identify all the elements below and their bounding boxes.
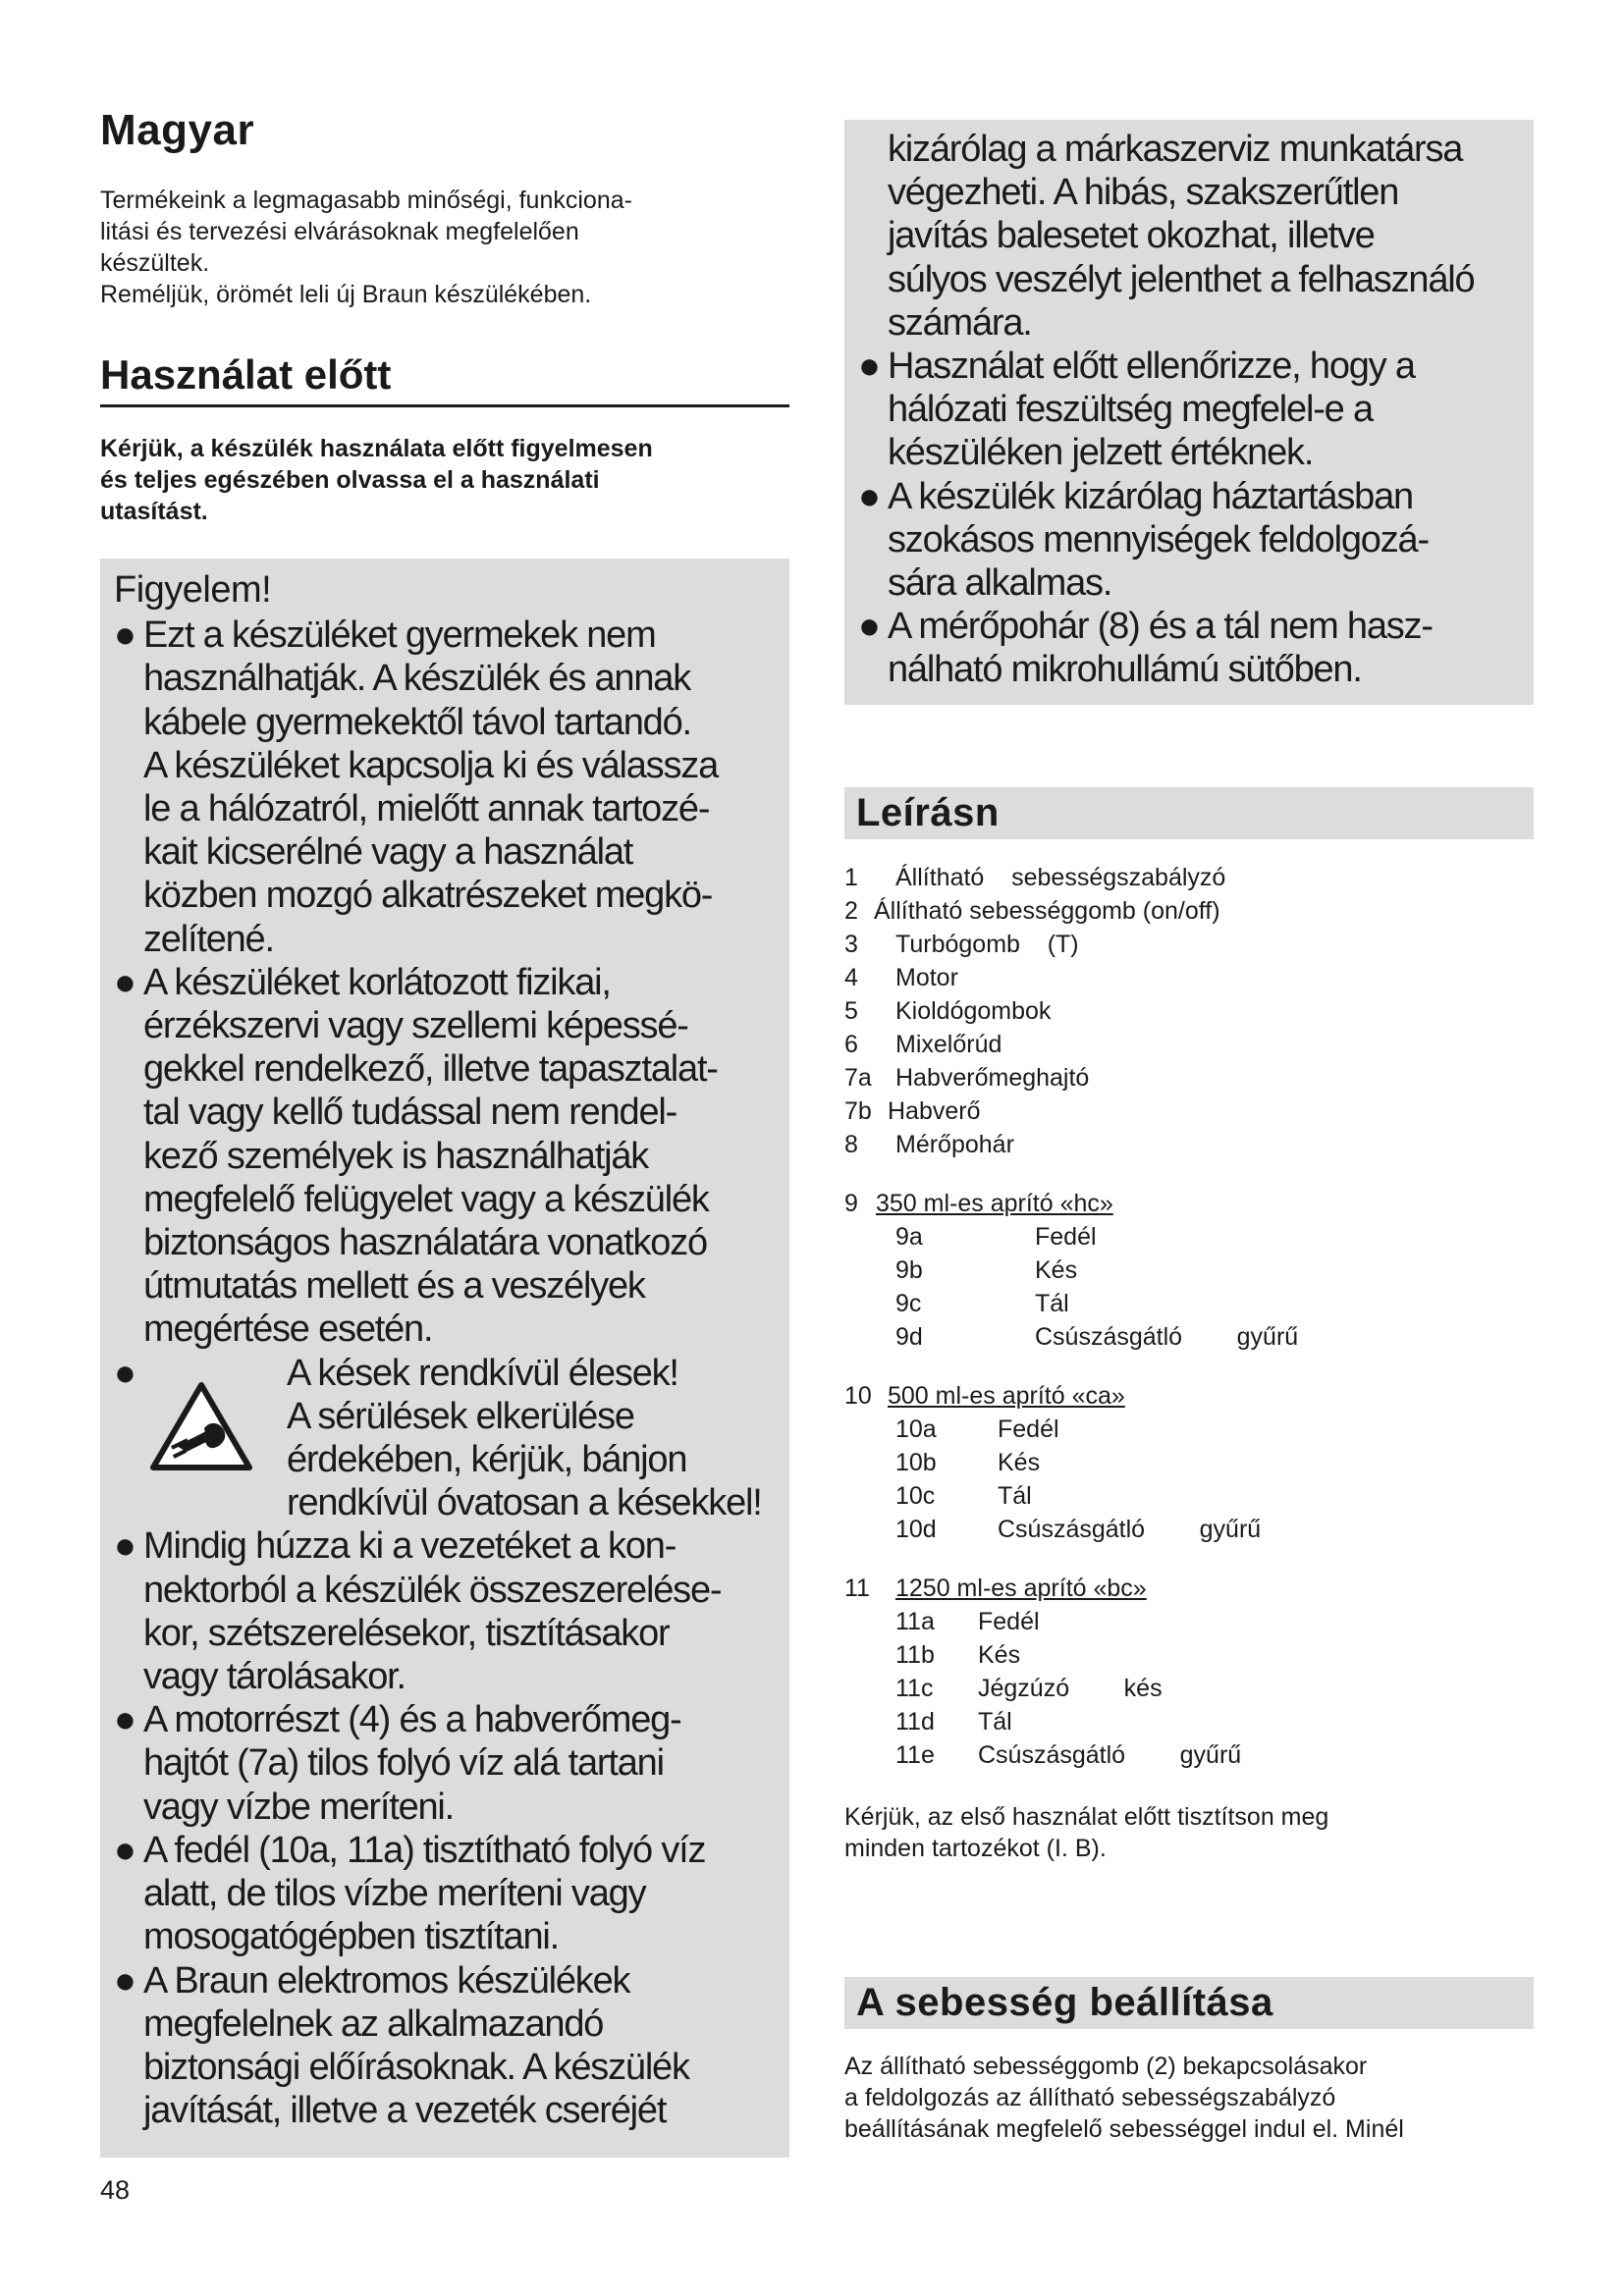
knife-line: A sérülések elkerülése <box>287 1395 634 1437</box>
list-item <box>844 1061 1534 1095</box>
item-label: Mérőpohár <box>895 1131 1014 1158</box>
bullet-line: A készülék kizárólag háztartásban <box>888 475 1413 517</box>
bullet-line: Használat előtt ellenőrizze, hogy a <box>888 346 1415 388</box>
bullet-line: A mérőpohár (8) és a tál nem hasz- <box>888 606 1433 648</box>
sub-number: 11a <box>895 1608 935 1635</box>
item-number: 11 <box>844 1575 870 1602</box>
note-line: és teljes egészében olvassa el a használati <box>100 466 600 494</box>
bullet-line: A készüléket kapcsolja ki és válassza <box>143 744 719 786</box>
left-column <box>100 106 789 527</box>
sub-number: 11c <box>895 1675 934 1702</box>
warning-continued-paragraph <box>858 128 1520 345</box>
bullet-icon: ● <box>858 475 880 517</box>
warning-bullet <box>858 605 1520 691</box>
warning-bullet <box>114 961 776 1352</box>
bullet-line: kait kicserélné vagy a használat <box>143 831 633 874</box>
item-number: 10 <box>844 1382 872 1410</box>
text-line: beállításának megfelelő sebességgel indul el. Minél <box>844 2115 1404 2143</box>
warning-bullet <box>858 345 1520 475</box>
sub-label: Tál <box>1035 1290 1069 1317</box>
bullet-line: vagy vízbe meríteni. <box>143 1786 455 1828</box>
knife-warning-icon <box>149 1381 253 1471</box>
bullet-line: útmutatás mellett és a veszélyek <box>143 1265 645 1308</box>
bullet-line: készüléken jelzett értéknek. <box>888 432 1314 474</box>
sub-number: 10a <box>895 1415 937 1443</box>
sub-label: Fedél <box>998 1415 1059 1443</box>
continued-line: kizárólag a márkaszerviz munkatársa <box>888 129 1463 170</box>
bullet-line: gekkel rendelkező, illetve tapasztalat- <box>143 1048 718 1091</box>
item-number: 1 <box>844 864 858 891</box>
continued-line: javítás balesetet okozhat, illetve <box>888 215 1375 257</box>
item-number: 6 <box>844 1031 858 1058</box>
description-section <box>844 787 1534 1864</box>
sub-label: Jégzúzó kés <box>978 1675 1163 1702</box>
bullet-line: szokásos mennyiségek feldolgozá- <box>888 518 1429 561</box>
speed-setting-section <box>844 1977 1534 2145</box>
sub-label: Tál <box>978 1708 1012 1735</box>
sub-item <box>844 1672 1534 1705</box>
chopper-item <box>844 1572 1534 1605</box>
sub-item <box>844 1479 1534 1513</box>
sub-number: 10b <box>895 1449 937 1476</box>
warning-bullet <box>114 1524 776 1698</box>
bullet-line: vagy tárolásakor. <box>143 1656 406 1698</box>
bullet-line: mosogatógépben tisztítani. <box>143 1916 559 1958</box>
text-line: Az állítható sebességgomb (2) bekapcsolásakor <box>844 2053 1368 2080</box>
bullet-line: sára alkalmas. <box>888 562 1112 605</box>
bullet-line: A Braun elektromos készülékek <box>143 1959 630 2002</box>
warning-continued-box <box>844 120 1534 705</box>
sub-label: Csúszásgátló gyűrű <box>1035 1323 1299 1351</box>
continued-line: súlyos veszélyt jelenthet a felhasználó <box>888 258 1475 300</box>
bullet-line: megértése esetén. <box>143 1308 433 1351</box>
item-number: 2 <box>844 897 858 925</box>
list-item <box>844 1128 1534 1161</box>
language-heading: Magyar <box>100 106 255 154</box>
item-label: Motor <box>895 964 958 991</box>
bullet-line: Mindig húzza ki a vezetéket a kon- <box>143 1525 677 1568</box>
intro-text <box>100 185 789 310</box>
item-number: 5 <box>844 997 858 1025</box>
bullet-line: hálózati feszültség megfelel-e a <box>888 389 1373 431</box>
speed-setting-text <box>844 2051 1534 2145</box>
list-item <box>844 1095 1534 1128</box>
item-label: 1250 ml-es aprító «bc» <box>895 1575 1147 1602</box>
bullet-line: le a hálózatról, mielőtt annak tartozé- <box>143 788 710 830</box>
sub-number: 9d <box>895 1323 923 1351</box>
bullet-line: kábele gyermekektől távol tartandó. <box>143 701 691 743</box>
warning-title: Figyelem! <box>114 569 272 611</box>
bullet-icon: ● <box>114 1829 135 1871</box>
text-line: a feldolgozás az állítható sebességszabályzó <box>844 2084 1336 2111</box>
continued-line: végezheti. A hibás, szakszerűtlen <box>888 172 1399 214</box>
bullet-line: használhatják. A készülék és annak <box>143 658 691 700</box>
list-item <box>844 894 1534 928</box>
bullet-line: A motorrészt (4) és a habverőmeg- <box>143 1699 681 1741</box>
sub-label: Csúszásgátló gyűrű <box>978 1741 1242 1769</box>
sub-item <box>844 1605 1534 1638</box>
sub-number: 9a <box>895 1223 923 1251</box>
sub-number: 11d <box>895 1708 935 1735</box>
bullet-line: nálható mikrohullámú sütőben. <box>888 649 1362 691</box>
bullet-line: nektorból a készülék összeszerelése- <box>143 1569 722 1611</box>
intro-line: litási és tervezési elvárásoknak megfelelően <box>100 218 579 245</box>
bullet-line: megfelelnek az alkalmazandó <box>143 2002 604 2045</box>
bullet-line: biztonságos használatára vonatkozó <box>143 1222 707 1264</box>
list-item <box>844 861 1534 894</box>
sub-label: Csúszásgátló gyűrű <box>998 1516 1262 1543</box>
item-number: 7b <box>844 1097 872 1125</box>
warning-bullet <box>114 1829 776 1959</box>
item-label: Habverő <box>888 1097 981 1125</box>
before-use-heading: Használat előtt <box>100 351 789 407</box>
sub-item <box>844 1513 1534 1546</box>
sub-item <box>844 1220 1534 1254</box>
sub-label: Tál <box>998 1482 1032 1510</box>
sub-label: Kés <box>978 1641 1021 1669</box>
description-heading: Leírásn <box>844 787 1534 839</box>
note-line: minden tartozékot (I. B). <box>844 1835 1107 1862</box>
sub-item <box>844 1738 1534 1772</box>
sub-number: 11e <box>895 1741 935 1769</box>
bullet-icon: ● <box>114 1959 135 2002</box>
knife-warning <box>114 1352 776 1525</box>
item-number: 3 <box>844 931 858 958</box>
item-number: 7a <box>844 1064 872 1092</box>
bullet-icon: ● <box>114 614 135 657</box>
list-item <box>844 961 1534 994</box>
sub-item <box>844 1446 1534 1479</box>
page-number: 48 <box>100 2175 131 2205</box>
bullet-line: hajtót (7a) tilos folyó víz alá tartani <box>143 1742 664 1785</box>
bullet-icon: ● <box>858 346 880 388</box>
item-label: 350 ml-es aprító «hc» <box>876 1190 1113 1217</box>
bullet-icon: ● <box>858 606 880 648</box>
chopper-item <box>844 1187 1534 1220</box>
warning-bullet <box>858 475 1520 606</box>
item-label: Kioldógombok <box>895 997 1052 1025</box>
item-label: Mixelőrúd <box>895 1031 1002 1058</box>
note-line: Kérjük, a készülék használata előtt figyelmesen <box>100 435 653 462</box>
sub-label: Kés <box>998 1449 1041 1476</box>
sub-number: 10c <box>895 1482 936 1510</box>
bullet-line: Ezt a készüléket gyermekek nem <box>143 614 656 657</box>
bullet-line: biztonsági előírásoknak. A készülék <box>143 2046 689 2088</box>
sub-item <box>844 1287 1534 1320</box>
knife-line: A kések rendkívül élesek! <box>287 1352 678 1394</box>
warning-bullet <box>114 1959 776 2133</box>
parts-list <box>844 861 1534 1772</box>
bullet-line: kor, szétszerelésekor, tisztításakor <box>143 1612 670 1654</box>
sub-item <box>844 1413 1534 1446</box>
chopper-item <box>844 1379 1534 1413</box>
bullet-icon: ● <box>114 1352 135 1394</box>
intro-line: Termékeink a legmagasabb minőségi, funkciona- <box>100 187 632 214</box>
item-label: Állítható sebességszabályzó <box>895 864 1226 891</box>
sub-item <box>844 1638 1534 1672</box>
bullet-icon: ● <box>114 1525 135 1568</box>
item-label: Turbógomb (T) <box>895 931 1079 958</box>
warning-bullet <box>114 614 776 961</box>
note-line: utasítást. <box>100 498 208 525</box>
bullet-line: tal vagy kellő tudással nem rendel- <box>143 1092 677 1134</box>
bullet-line: közben mozgó alkatrészeket megkö- <box>143 875 713 917</box>
bullet-line: kező személyek is használhatják <box>143 1135 649 1177</box>
item-number: 4 <box>844 964 858 991</box>
continued-line: számára. <box>888 301 1032 344</box>
knife-line: rendkívül óvatosan a késekkel! <box>287 1482 762 1524</box>
sub-number: 9b <box>895 1256 923 1284</box>
list-item <box>844 994 1534 1028</box>
bullet-line: megfelelő felügyelet vagy a készülék <box>143 1178 709 1220</box>
intro-line: Reméljük, örömét leli új Braun készülékében. <box>100 281 592 308</box>
bullet-line: zelítené. <box>143 918 274 960</box>
bullet-line: A fedél (10a, 11a) tisztítható folyó víz <box>143 1829 706 1871</box>
before-use-note <box>100 433 789 527</box>
warning-bullet <box>114 1698 776 1829</box>
sub-item <box>844 1320 1534 1354</box>
bullet-icon: ● <box>114 1699 135 1741</box>
item-label: 500 ml-es aprító «ca» <box>888 1382 1125 1410</box>
sub-number: 11b <box>895 1641 935 1669</box>
sub-label: Kés <box>1035 1256 1078 1284</box>
cleaning-note <box>844 1801 1534 1864</box>
note-line: Kérjük, az első használat előtt tisztítson meg <box>844 1803 1329 1831</box>
intro-line: készültek. <box>100 249 210 277</box>
list-item <box>844 928 1534 961</box>
item-label: Állítható sebességgomb (on/off) <box>874 897 1220 925</box>
item-label: Habverőmeghajtó <box>895 1064 1090 1092</box>
speed-setting-heading: A sebesség beállítása <box>844 1977 1534 2029</box>
knife-line: érdekében, kérjük, bánjon <box>287 1439 687 1481</box>
warning-box <box>100 559 789 2158</box>
bullet-line: alatt, de tilos vízbe meríteni vagy <box>143 1873 646 1915</box>
sub-number: 10d <box>895 1516 937 1543</box>
item-number: 8 <box>844 1131 858 1158</box>
bullet-line: érzékszervi vagy szellemi képessé- <box>143 1005 688 1047</box>
bullet-icon: ● <box>114 961 135 1003</box>
bullet-line: A készüléket korlátozott fizikai, <box>143 961 611 1003</box>
bullet-line: javítását, illetve a vezeték cseréjét <box>143 2090 667 2132</box>
sub-item <box>844 1705 1534 1738</box>
sub-number: 9c <box>895 1290 922 1317</box>
sub-label: Fedél <box>978 1608 1040 1635</box>
sub-label: Fedél <box>1035 1223 1097 1251</box>
sub-item <box>844 1254 1534 1287</box>
list-item <box>844 1028 1534 1061</box>
item-number: 9 <box>844 1190 858 1217</box>
